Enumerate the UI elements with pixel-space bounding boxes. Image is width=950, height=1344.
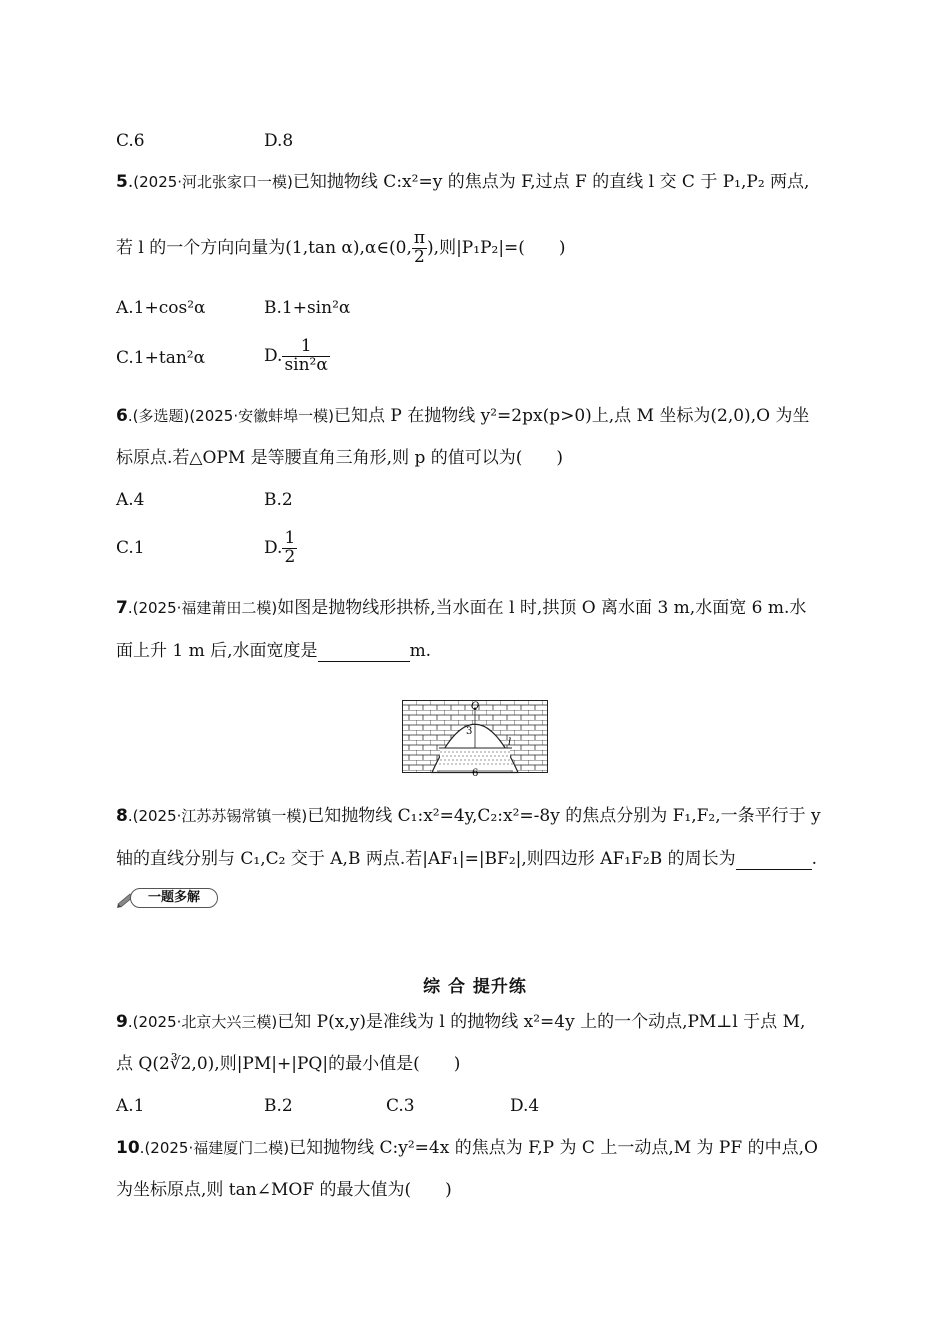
option-b: B.2 (264, 490, 293, 510)
question-number: 5 (116, 172, 128, 192)
question-number: 9 (116, 1012, 128, 1032)
fraction-denominator: 2 (284, 546, 296, 567)
question-stem: 轴的直线分别与 C₁,C₂ 交于 A,B 两点.若|AF₁|=|BF₂|,则四边形 AF₁F₂B 的周长为 (116, 849, 736, 869)
label-3: 3 (466, 726, 473, 737)
question-number: 7 (116, 598, 128, 618)
question-source: .(2025·北京大兴三模) (127, 1013, 278, 1031)
question-10-line-1 (116, 1138, 818, 1158)
fraction-denominator: 2 (414, 246, 425, 267)
option-c: C.6 (116, 131, 145, 151)
question-stem: 已知点 P 在抛物线 y²=2px(p>0)上,点 M 坐标为(2,0),O 为坐 (333, 406, 810, 426)
option-label: D. (264, 345, 283, 366)
question-stem: 如图是抛物线形拱桥,当水面在 l 时,拱顶 O 离水面 3 m,水面宽 6 m.水 (277, 598, 807, 618)
question-10-line-2: 为坐标原点,则 tan∠MOF 的最大值为( ) (116, 1180, 452, 1200)
question-9-line-2: 点 Q(2∛2,0),则|PM|+|PQ|的最小值是( ) (116, 1054, 461, 1074)
option-d: D.8 (264, 131, 294, 151)
option-a: A.1+cos²α (116, 298, 206, 318)
label-l: l (508, 737, 512, 748)
question-stem: m. (409, 641, 432, 661)
question-6-line-1 (116, 406, 809, 426)
question-stem: 若 l 的一个方向向量为(1,tan α),α∈(0, (116, 237, 412, 258)
question-number: 10 (116, 1138, 140, 1158)
question-stem: 已知抛物线 C:x²=y 的焦点为 F,过点 F 的直线 l 交 C 于 P₁,P₂ 两点, (292, 172, 810, 192)
fraction (282, 338, 329, 375)
question-source: .(2025·福建莆田二模) (127, 599, 278, 617)
option-d (264, 530, 297, 567)
option-d: D.4 (510, 1096, 540, 1116)
question-stem: 已知 P(x,y)是准线为 l 的抛物线 x²=4y 上的一个动点,PM⊥l 于点 M, (277, 1012, 806, 1032)
option-c: C.1+tan²α (116, 348, 206, 368)
question-source: (2025·河北张家口一模) (133, 173, 293, 191)
option-a: A.4 (116, 490, 145, 510)
answer-blank[interactable] (318, 641, 410, 662)
fraction (282, 530, 297, 567)
option-label: D. (264, 537, 283, 558)
question-5-line-2 (116, 230, 566, 267)
question-source: .(2025·江苏苏锡常镇一模) (127, 807, 308, 825)
question-source: .(多选题)(2025·安徽蚌埠一模) (127, 407, 334, 425)
question-6-line-2: 标原点.若△OPM 是等腰直角三角形,则 p 的值可以为( ) (116, 448, 564, 468)
question-stem: 已知抛物线 C:y²=4x 的焦点为 F,P 为 C 上一动点,M 为 PF 的中点,O (289, 1138, 818, 1158)
fraction-denominator: sin²α (284, 354, 328, 375)
question-8-line-1 (116, 806, 821, 826)
label-o: O (471, 701, 480, 712)
question-5-line-1: 5.(2025·河北张家口一模)已知抛物线 C:x²=y 的焦点为 F,过点 F 的直线 l 交 C 于 P₁,P₂ 两点, (116, 172, 810, 192)
fraction-numerator: π (413, 228, 426, 248)
arch-bridge-figure (402, 700, 548, 776)
option-c: C.1 (116, 538, 145, 558)
question-stem: . (811, 849, 817, 869)
fraction (412, 230, 427, 267)
section-title: 综 合 提升练 (423, 977, 527, 997)
label-6: 6 (472, 768, 479, 776)
answer-blank[interactable] (736, 849, 812, 870)
question-number: 6 (116, 406, 128, 426)
option-b: B.2 (264, 1096, 293, 1116)
option-b: B.1+sin²α (264, 298, 351, 318)
option-c: C.3 (386, 1096, 415, 1116)
option-a: A.1 (116, 1096, 145, 1116)
question-stem: ),则|P₁P₂|=( ) (427, 237, 566, 258)
question-source: .(2025·福建厦门二模) (139, 1139, 290, 1157)
question-7-line-1 (116, 598, 806, 618)
question-8-line-2 (116, 849, 817, 870)
badge-label: 一题多解 (130, 888, 218, 908)
option-d (264, 338, 330, 375)
multi-solution-badge (116, 886, 220, 910)
fraction-numerator: 1 (284, 528, 296, 548)
fraction-numerator: 1 (282, 338, 329, 357)
question-number: 8 (116, 806, 128, 826)
question-9-line-1 (116, 1012, 805, 1032)
question-stem: 已知抛物线 C₁:x²=4y,C₂:x²=-8y 的焦点分别为 F₁,F₂,一条平行于 y (307, 806, 821, 826)
question-7-line-2 (116, 641, 431, 662)
question-stem: 面上升 1 m 后,水面宽度是 (116, 641, 318, 661)
